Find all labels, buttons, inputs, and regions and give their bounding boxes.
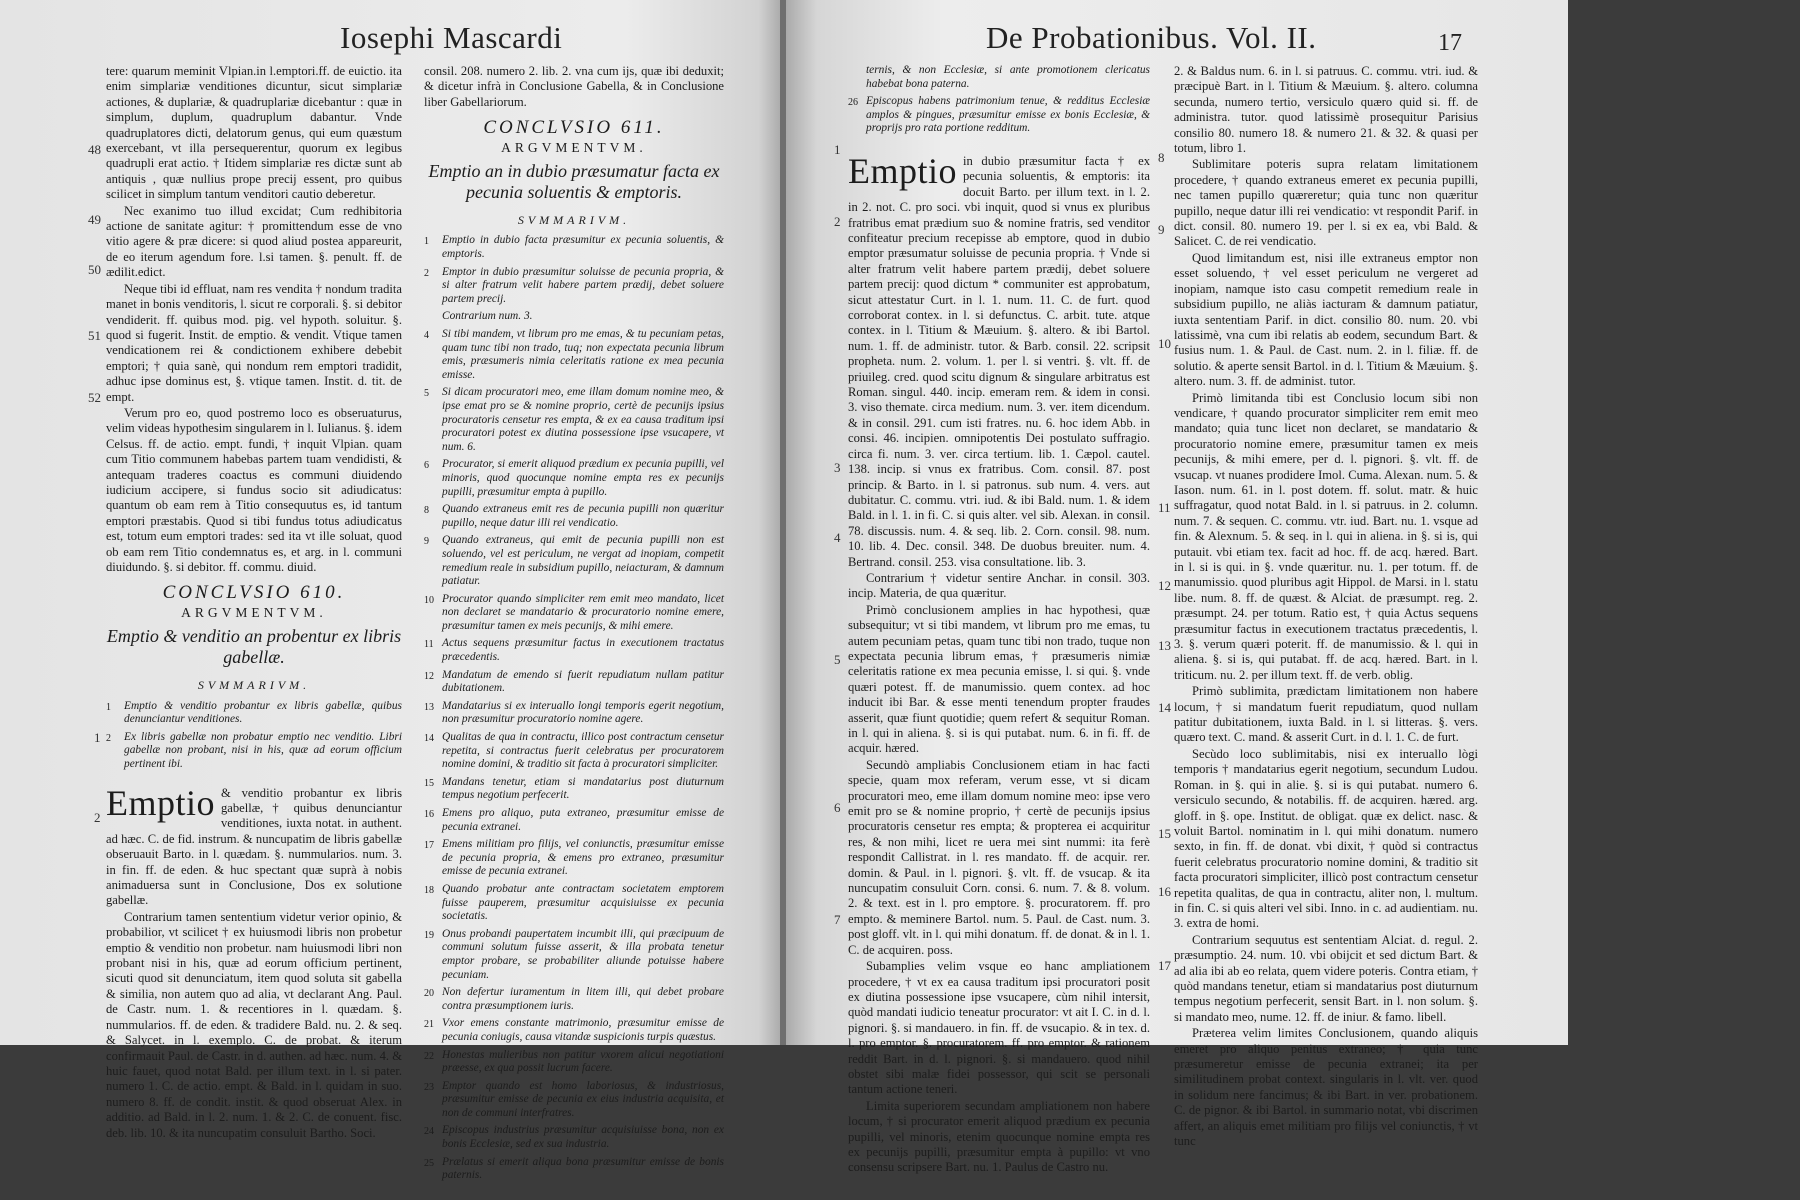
margin-number: 4	[834, 530, 841, 545]
summary-item: 19 Onus probandi paupertatem incumbit illi, qui præcipuum de communi solutum fuisse asserit, & illa probata tenetur emptor probare, se probabiliter aliunde potuisse habere pecuniam.	[424, 927, 724, 981]
left-column-2	[424, 64, 724, 1182]
summary-item: 26 Episcopus habens patrimonium tenue, & redditus Ecclesiæ amplos & pingues, præsumitur emisse ex bonis Ecclesiæ, & proprijs pro rata portione redditum.	[848, 95, 1150, 135]
paragraph: Sublimitare poteris supra relatam limitationem procedere, † quando extraneus emeret ex pecunia pupilli, nec tamen pupillo quæreretur; quia tunc non quæritur pupillo, neque datur illi rei vendicatio: vt respondit Parif. in dict. consil. 80. numero 19. per l. si ex ea, vbi Bald. & Salicet. C. de rei vendicatio.	[1174, 157, 1478, 249]
summary-item: 17 Emens militiam pro filijs, vel coniunctis, præsumitur emisse de pecunia propria, & emens pro extraneo, præsumitur emisse de pecunia extranei.	[424, 838, 724, 878]
summary-item: 23 Emptor quando est homo laboriosus, & industriosus, præsumitur emisse de pecunia ex eius industria acquisita, et non de communi interfratres.	[424, 1079, 724, 1119]
summarium-heading: SVMMARIVM.	[517, 213, 631, 228]
dropcap-paragraph: Emptio in dubio præsumitur facta † ex pecunia soluentis, & emptoris: ita docuit Barto. per illum text. in l. 2. in 2. not. C. pro soci. vbi inquit, quod si vnus ex pluribus fratribus emat prædium suo & nomine fratris, sed venditor confiteatur precium recepisse ab emptore, quod in dubio emptor præsumatur soluisse de pecunia propria. † Vnde si alter fratrum velit habere partem prædij, debet soluere partem precij: quod dictum * communiter est approbatum, sicut attestatur Curt. in l. 1. num. 11. C. de furt. quod corroborat contex. in l. si defunctus. C. arbit. tute. atque contex. in l. Titium & Mæuium. §. altero. & ibi Bartol. num. 1. ff. de administr. tutor. & Barb. consil. 22. scripsit propheta. num. 2. volum. 1. per l. si ventri. §. vlt. ff. de priuileg. cred. quod scitu dignum & singulare arbitratus est Roman. singul. 440. incip. emeram rem. & idem in consi. 3. viso themate. circa medium. num. 3. ver. item dicendum. & in consil. 291. cum isti fratres. nu. 6. hoc idem Abb. in consi. 46. incipien. omnipotentis Dei postulato suffragio. circa fi. num. 3. ver. circa tertium. lib. 1. Cæpol. cautel. 138. incip. si vnus ex fratribus. Com. consil. 87. post princip. & Barto. in l. si patronus. sub num. 4. vers. aut dubitatur. C. commu. vtri. iud. & ibi Bald. num. 1. & idem Bald. in l. 1. in fi. C. si quis alter. vel sib. Alexan. in consil. 78. discussis. num. 4. & seq. lib. 2. Corn. consil. 98. num. 10. lib. 4. Dec. consil. 348. De duobus breuiter. num. 4. Bertrand. consil. 253. visa consultatione. lib. 3.	[848, 150, 1150, 569]
paragraph: Secundò ampliabis Conclusionem etiam in hac facti specie, quam mox referam, verum esse, vt si dicam procuratori meo, eme illam domum nomine meo: ipse vero emit pro se & nomine proprio, † certè de pecunijs ipsius procuratoris censetur res empta; & propterea ei acquiritur res, & non mihi, licet re uera mei sint nummi: ita ferè respondit Callistrat. in l. res mandato. ff. de acquir. rer. domin. & Paul. in l. pignori. §. vlt. ff. de vsucap. & ita nuncupatim consuluit Corn. consi. 6. num. 7. & 8. volum. 2. & text. est in l. pro emptore. §. procuratorem. ff. pro empto. & meminere Bartol. num. 5. Paul. de Cast. num. 3. post gloff. vlt. in l. qui mihi donatum. ff. de donat. & in l. 1. C. de acquiren. poss.	[848, 757, 1150, 957]
summary-item: 10 Procurator quando simpliciter rem emit meo mandato, licet non declaret se mandatario & procuratorio nomine emere, præsumitur tamen ex meis pecunijs, & mihi emere.	[424, 592, 724, 632]
running-head-left: Iosephi Mascardi	[340, 20, 563, 55]
paragraph: Verum pro eo, quod postremo loco es obseruaturus, velim videas hypothesim singularem in l. Iulianus. §. idem Celsus. ff. de actio. empt. fundi, † inquit Vlpian. quam cum Titio communem habebas partem tuam vendidisti, & antequam traderes coactus es communi diuidendo iudicium accipere, si fundus socio sit adiudicatus: quantum ob eam rem à Titio consequutus es, id tantum emptori præstabis. Quod si tibi fundus totus adiudicatus est, totum eum emptori trades: sed ita vt ille soluat, quod ob eam rem Titio condemnatus es, et arg. in l. communi diuidundo. §. si debitor. ff. commu. diuid.	[106, 405, 402, 574]
margin-number: 12	[1158, 578, 1171, 593]
margin-number: 11	[1158, 500, 1171, 515]
paragraph: Contrarium sequutus est sententiam Alciat. d. regul. 2. præsumptio. 24. num. 10. vbi obijcit et sed dictum Bart. & ad alia ibi ab eo relata, quem videre poteris. Contra etiam, † quòd mandans tenetur, etiam si mandatarius post diuturnum tempus negotium perfecerit, sensit Bart. in l. non solum. §. si mandato meo, nume. 12. ff. de iniur. & famo. libell.	[1174, 932, 1478, 1024]
right-page	[786, 0, 1568, 1175]
paragraph: Contrarium † videtur sentire Anchar. in consil. 303. incip. Materia, de qua quæritur.	[848, 570, 1150, 601]
summary-item: 16 Emens pro aliquo, puta extraneo, præsumitur emisse de pecunia extranei.	[424, 807, 724, 833]
summary-item: 6 Procurator, si emerit aliquod prædium ex pecunia pupilli, vel minoris, quod quocunque nomine empta res ex pecunijs pupilli, præsumitur empta à pupillo.	[424, 458, 724, 498]
paragraph: 2. & Baldus num. 6. in l. si patruus. C. commu. vtri. iud. & præcipuè Bart. in l. Titium & Mæuium. §. altero. columna secunda, numero tertio, versiculo quæro quid si. ff. de administra. tutor. quod latissimè prosequitur Parisius consilio 80. numero 18. & numero 21. & 32. & quasi per totum, libro 1.	[1174, 64, 1478, 156]
margin-number: 1	[834, 142, 841, 157]
summary-item: 12 Mandatum de emendo si fuerit repudiatum nullam patitur dubitationem.	[424, 668, 724, 695]
conclusio-title: CONCLVSIO 611.	[483, 117, 665, 139]
conclusio-thesis: Emptio an in dubio præsumatur facta ex pecunia soluentis & emptoris.	[428, 161, 720, 203]
margin-number: 48	[88, 142, 101, 157]
paragraph: Contrarium tamen sententium videtur verior opinio, & probabilior, vt scilicet † ex huiusmodi libris non probetur emptio & venditio non probetur. nam huiusmodi libri non probant nisi in his, quæ ad eorum officium pertinent, sicuti quod sit denunciatum, item quod soluta sit gabella & similia, non autem quo ad alia, vt declarant Ang. Paul. de Castr. num. 1. & recentiores in l. quædam. §. nummularios. ff. de eden. & tradidere Bald. nu. 2. & seq. & Salycet. in l. exemplo. C. de probat. & iterum confirmauit Paul. de Castr. in d. authen. ad hæc. num. 4. & huic fauet, quod notat Bald. per illum text. in l. si pater. numero 1. C. de actio. empt. & Bald. in l. quidam in suo. numero 8. ff. de condit. instit. & quod obseruat Alex. in additio. ad Bald. in l. 2. num. 1. & 2. C. de conuent. fisc. deb. lib. 10. & ita nuncupatim consuluit Bartho. Soci.	[106, 909, 402, 1140]
paragraph: tere: quarum meminit Vlpian.in l.emptori.ff. de euictio. ita enim simplariæ venditiones dicuntur, sicut simplariæ actiones, & duplariæ, & quadruplariæ dicebantur : quæ in simplum, duplum, quadruplum dabantur. Vnde quadruplatores dicti, delatorum genus, qui eum quæstum exercebant, vt illa persequerentur, quorum ex legibus quadrupli erat actio. † Itidem simplariæ res dictæ sunt ab antiquis , quæ nullius prope precij essent, pro quibus scilicet in simplum tantum venditori cautio deberetur.	[106, 64, 402, 202]
summary-item: 18 Quando probatur ante contractam societatem emptorem fuisse pauperem, præsumitur acquisiuisse ex pecunia societatis.	[424, 882, 724, 923]
margin-number: 13	[1158, 638, 1171, 653]
margin-number: 2	[94, 810, 101, 825]
drop-cap-word: Emptio	[106, 782, 215, 823]
dropcap-paragraph: Emptio & venditio probantur ex libris gabellæ, † quibus denunciantur venditiones, iuxta notat. in authent. ad hæc. C. de fid. instrum. & nuncupatim de libris gabellæ obseruauit Barto. in l. quædam. §. nummularios. num. 3. in fin. ff. de eden. & huc spectant quæ suprà à nobis animaduersa sunt in Conclusione, Dos ex solutione gabellæ.	[106, 782, 402, 908]
summary-item: 9 Quando extraneus, qui emit de pecunia pupilli non est soluendo, vel est periculum, ne vergat ad inopiam, competit remedium reale in subsidium pupillo, neiacturam, & damnum patiatur.	[424, 534, 724, 588]
paragraph: Quod limitandum est, nisi ille extraneus emptor non esset soluendo, † vel esset periculum ne vergeret ad inopiam, namque isto casu competit remedium reale in subsidium pupillo, ne aliàs iacturam & damnum patiatur, iuxta sententiam Parif. in dict. consilio 80. num. 20. vbi latissimè, vna cum ibi relatis ab eodem, secundum Bart. & fusius num. 1. & Paul. de Cast. num. 2. in l. filiæ. ff. de solutio. & aperte sensit Bartol. in d. l. Titium & Mæuium. §. altero. num. 3. ff. de administ. tutor.	[1174, 250, 1478, 389]
paragraph: Subamplies velim vsque eo hanc ampliationem procedere, † vt ex ea causa traditum ipsi procuratori posit ex diutina possessione ipse vsucapere, cùm nihil intersit, quòd mandati iudicio teneatur procurator: vt ait I. C. in d. l. pignori. §. si mandauero. in fin. ff. de vsucapio. & in tex. d. l. pro emptor. §. procuratorem. ff. pro emptor. & rationem reddit Bart. in d. l. pignori. §. si mandauero. quod nihil obstet sibi malæ fidei possessor, qui scit se personali tantum actione teneri.	[848, 959, 1150, 1097]
left-page	[0, 0, 782, 1182]
summary-item: 25 Prælatus si emerit aliqua bona præsumitur emisse de bonis paternis.	[424, 1155, 724, 1182]
margin-number: 9	[1158, 222, 1165, 237]
margin-number: 10	[1158, 336, 1171, 351]
margin-number: 6	[834, 800, 841, 815]
summary-item: 20 Non defertur iuramentum in litem illi, qui debet probare contra præsumptionem iuris.	[424, 986, 724, 1012]
summary-item: ternis, & non Ecclesiæ, si ante promotionem clericatus habebat bona paterna.	[866, 64, 1150, 90]
paragraph: Nec exanimo tuo illud excidat; Cum redhibitoria actione de sanitate agitur: † promittendum esse de vno vitio agere & præ dicere: si quod aliud postea appareurit, de eo iterum agendum fore. l.si tamen. §. penult. ff. de ædilit.edict.	[106, 203, 402, 280]
margin-number: 2	[834, 214, 841, 229]
paragraph: Limita superiorem secundam ampliationem non habere locum, † si procurator emerit aliquod prædium ex pecunia pupilli, vel minoris, etenim quocunque nomine empta res ex pecunijs pupilli, præsumitur empta à pupillo: vt vno consensu scripsere Bart. nu. 1. Paulus de Castro nu.	[848, 1098, 1150, 1175]
drop-cap-word: Emptio	[848, 150, 957, 191]
paragraph: consil. 208. numero 2. lib. 2. vna cum ijs, quæ ibi deduxit; & dicetur infrà in Conclusione Gabella, & in Conclusione liber Gabellariorum.	[424, 64, 724, 109]
summary-item: 22 Honestas mulieribus non patitur vxorem alicui negotiationi præesse, ex qua possit lucrum facere.	[424, 1048, 724, 1075]
summary-item: 4 Si tibi mandem, vt librum pro me emas, & tu pecuniam petas, quam tunc tibi non trado, tuq; non expectata pecunia librum emis, præsumeris nimia celeritatis ratione ex mea pecunia emisse.	[424, 328, 724, 381]
paragraph: Primò limitanda tibi est Conclusio locum sibi non vendicare, † quando procurator simpliciter rem emit meo mandato; quia tunc licet non declaret, se mandatario & procuratorio nomine emere, præsumitur tamen ex meis pecunijs, & mihi emere, per d. l. pignori. §. vlt. ff. de vsucap. vt nuanes prodidere Imol. Cuma. Alexan. num. 5. & Iason. num. 61. in l. post dotem. ff. solut. matr. & huic suffragatur, quod notat Bald. in l. si patruus. in 2. column. num. 7. & sequen. C. commu. vtr. iud. Bart. nu. 1. vsque ad fin. & Alexnum. 5. & seq. in l. qui in aliena. in §. si is, qui putauit. vbi etiam tex. facit ad hoc. ff. de acq. hæred. Bart. in l. si is qui. in §. vnde quæritur. nu. 1. per totum. ff. de manumissio. quod pluribus agit Hippol. de Marsi. in l. statu libe. num. 8. ff. de quæst. & Alciat. de præsumpt. reg. 2. præsumpt. 24. per totum. Ratio est, † quia Actus sequens præsumitur factus in executionem tractatus præcedentis, l. 3. §. verum quæri poterit. ff. de manumissio. & l. qui in aliena. §. si is, qui putabat. ff. de acq. hæred. Bart. in l. triticum. nu. 2. per illum text. ff. de verb. oblig.	[1174, 390, 1478, 682]
margin-number: 5	[834, 652, 841, 667]
summary-list	[424, 234, 724, 1187]
page-number: 17	[1438, 30, 1462, 56]
paragraph: Præterea velim limites Conclusionem, quando aliquis emeret pro aliquo penitus extraneo; † quia tunc præsumeretur emisse de pecunia extranei; ita per similitudinem probat context. singularis in l. vlt. ver. quod in solidum nere fancimus; & ibi Bart. in ver. probationem. C. de pignor. & ibi Bartol. in summario notat, vbi discrimen affert, an aliquis emet militiam pro filijs vel coniunctis, † vt tunc	[1174, 1026, 1478, 1149]
summary-list	[106, 700, 402, 772]
summary-item: 1 Emptio in dubio facta præsumitur ex pecunia soluentis, & emptoris.	[424, 234, 724, 261]
margin-number: 52	[88, 390, 101, 405]
paragraph: Neque tibi id effluat, nam res vendita † nondum tradita manet in bonis venditoris, l. sicut re corporali. §. si debitor vendiderit. ff. quibus mod. pig. vel hypoth. soluitur. §. quod si fugerit. Instit. de emptio. & vendit. Vtique tamen vendicationem rei & condictionem exhibere debebit emptori; † quia sanè, qui nondum rem emptori tradidit, adhuc ipse dominus est, §. vtique tamen. Instit. d. tit. de empt.	[106, 281, 402, 404]
margin-number: 3	[834, 460, 841, 475]
summary-item: 24 Episcopus industrius præsumitur acquisiuisse bona, non ex bonis Ecclesiæ, sed ex sua industria.	[424, 1124, 724, 1151]
summary-item: 2 Ex libris gabellæ non probatur emptio nec venditio. Libri gabellæ non probant, nisi in his, quæ ad eorum officium pertinent ibi.	[106, 730, 402, 770]
running-head-right: De Probationibus. Vol. II.	[986, 20, 1317, 55]
left-column-1	[106, 64, 402, 1140]
summary-item: Contrarium num. 3.	[442, 310, 533, 323]
margin-number: 8	[1158, 150, 1165, 165]
paragraph: Secùdo loco sublimitabis, nisi ex interuallo lògi temporis † mandatarius egerit negotium, secundum Ludou. Roman. in §. qui in alie. §. si is qui putabat. numero 6. versiculo secundo, & notabilis. ff. de acquiren. hæred. arg. gloff. in §. ope. Institut. de obligat. quæ ex delict. nasc. & voluit Bartol. nominatim in l. qui mihi donatum. numero sexto, in fin. ff. de donat. vbi dixit, † quòd si contractus fuerit celebratus procuratorio nomine domini, & traditio sit facta procuratori simpliciter, illicò post contractum censetur repetita qualitas, de qua in contractu, aliter non, l. multum. in fin. C. si quis alteri vel sibi. Inno. in c. ad audientiam. nu. 3. extra de homi.	[1174, 746, 1478, 931]
conclusio-title: CONCLVSIO 610.	[162, 582, 346, 604]
summary-item: 14 Qualitas de qua in contractu, illico post contractum censetur repetita, si contractus fuerit celebratus per procuratorem nomine domini, & traditio sit facta à procuratori simpliciter.	[424, 731, 724, 771]
margin-number: 16	[1158, 884, 1171, 899]
summary-item: 1 Emptio & venditio probantur ex libris gabellæ, quibus denunciantur venditiones.	[106, 699, 402, 726]
paragraph: Primò conclusionem amplies in hac hypothesi, quæ subsequitur; vt si tibi mandem, vt librum pro me emas, tu autem pecuniam petas, quam tunc tibi non trado, tuque non expectata pecunia librum emas, † præsumeris nimiæ celeritatis ratione ex mea pecunia emisse, l. si qui. §. vnde quæri potest. ff. de manumissio. quem contex. ad hoc inducit ibi Bar. & esse menti tenendum propter fraudes asserit, quæ fiunt quotidie; quem refert & sequitur Roman. in l. qui in aliena. §. si is qui putabat. num. 6. in fi. ff. de acquir. hæred.	[848, 602, 1150, 756]
argumentum-heading: ARGVMENTVM.	[501, 139, 647, 155]
argumentum-heading: ARGVMENTVM.	[181, 604, 327, 620]
margin-number: 1	[94, 730, 101, 745]
summary-item: 15 Mandans tenetur, etiam si mandatarius post diuturnum tempus negotium perfecerit.	[424, 775, 724, 802]
margin-number: 17	[1158, 958, 1171, 973]
right-column-2	[1174, 64, 1478, 1149]
margin-number: 50	[88, 262, 101, 277]
summary-item: 21 Vxor emens constante matrimonio, præsumitur emisse de pecunia coniugis, causa vitandæ suspicionis turpis quæstus.	[424, 1017, 724, 1043]
paragraph: Primò sublimita, prædictam limitationem non habere locum, † si mandatum fuerit repudiatum, quod nullam patitur dubitationem, iuxta Bald. in l. si litteras. §. vers. quæro text. C. mand. & asserit Curt. in d. l. 1. C. de furt.	[1174, 684, 1478, 745]
right-column-1	[848, 64, 1150, 1175]
summary-item: 5 Si dicam procuratori meo, eme illam domum nomine meo, & ipse emat pro se & nomine proprio, certè de pecunijs ipsius procuratoris censetur res empta, & ex ea causa traditum ipsi procuratori potest ex diutina possessione ipse vsucapere, vt num. 6.	[424, 386, 724, 453]
margin-number: 14	[1158, 700, 1171, 715]
margin-number: 51	[88, 328, 101, 343]
conclusio-thesis: Emptio & venditio an probentur ex libris gabellæ.	[106, 626, 402, 668]
summary-item: 2 Emptor in dubio præsumitur soluisse de pecunia propria, & si alter fratrum velit habere partem prædij, debet soluere partem precij.	[424, 265, 724, 305]
summary-list-continued	[848, 64, 1150, 136]
summary-item: 8 Quando extraneus emit res de pecunia pupilli non quæritur pupillo, neque datur illi rei vendicatio.	[424, 503, 724, 529]
summary-item: 13 Mandatarius si ex interuallo longi temporis egerit negotium, non præsumitur procuratorio nomine agere.	[424, 699, 724, 726]
summary-item	[424, 1187, 724, 1188]
margin-number: 7	[834, 912, 841, 927]
margin-number: 15	[1158, 826, 1171, 841]
margin-number: 49	[88, 212, 101, 227]
summary-item: 11 Actus sequens præsumitur factus in executionem tractatus præcedentis.	[424, 637, 724, 664]
summarium-heading: SVMMARIVM.	[197, 678, 311, 693]
